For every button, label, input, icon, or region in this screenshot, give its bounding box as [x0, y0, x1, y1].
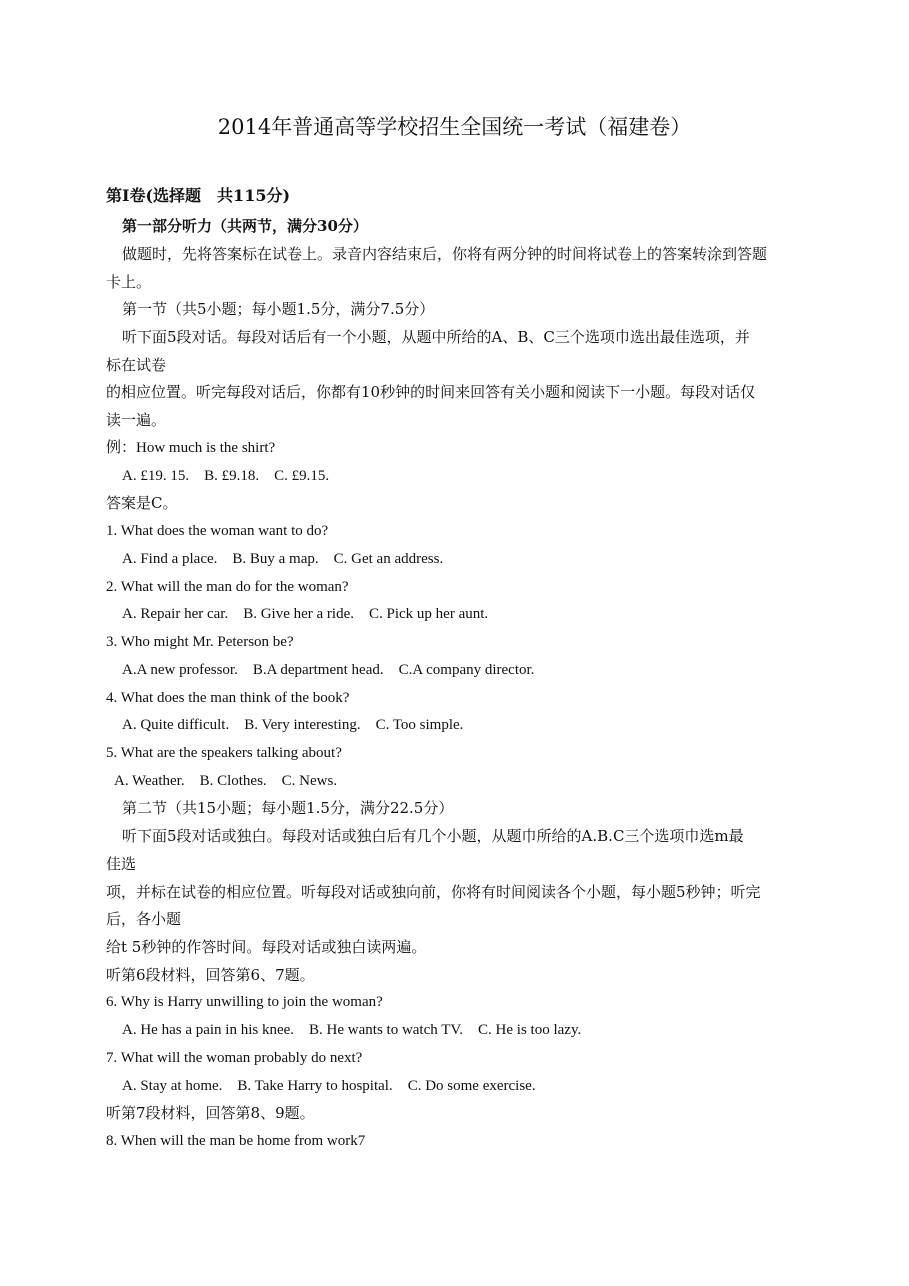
- question-text: 2. What will the man do for the woman?: [106, 579, 349, 595]
- exam-title: 2014年普通高等学校招生全国统一考试（福建卷）: [217, 115, 692, 139]
- question-options: A. Find a place. B. Buy a map. C. Get an address.: [122, 551, 444, 567]
- question-options: A. Weather. B. Clothes. C. News.: [114, 773, 338, 789]
- question-text: 6. Why is Harry unwilling to join the woman?: [106, 994, 383, 1010]
- directions-line: 项，并标在试卷的相应位置。听每段对话或独向前，你将有时间阅读各个小题，每小题5秒钟；听完: [106, 883, 761, 901]
- instruction-line: 卡上。: [106, 273, 152, 291]
- question-text: 8. When will the man be home from work7: [106, 1133, 366, 1149]
- directions-line: 听下面5段对话或独白。每段对话或独白后有几个小题，从题巾所给的A.B.C三个选项巾选m最: [122, 827, 744, 845]
- volume-heading: 第Ⅰ卷(选择题 共115分): [106, 186, 291, 205]
- material-heading: 听第6段材料，回答第6、7题。: [106, 966, 315, 984]
- example-answer: 答案是C。: [106, 494, 178, 512]
- directions-line: 后，各小题: [106, 910, 182, 928]
- part-heading: 第一部分听力（共两节，满分30分）: [122, 217, 368, 235]
- example-question: 例：How much is the shirt?: [106, 440, 276, 456]
- question-text: 3. Who might Mr. Peterson be?: [106, 634, 294, 650]
- directions-line: 读一遍。: [106, 411, 167, 429]
- example-options: A. £19. 15. B. £9.18. C. £9.15.: [122, 468, 330, 484]
- question-options: A. He has a pain in his knee. B. He wants to watch TV. C. He is too lazy.: [122, 1022, 582, 1038]
- section2-heading: 第二节（共15小题；每小题1.5分，满分22.5分）: [122, 799, 454, 817]
- question-options: A. Stay at home. B. Take Harry to hospital. C. Do some exercise.: [122, 1078, 536, 1094]
- question-text: 7. What will the woman probably do next?: [106, 1050, 363, 1066]
- directions-line: 听下面5段对话。每段对话后有一个小题，从题中所给的A、B、C三个选项巾选出最佳选项，并: [122, 328, 750, 346]
- question-options: A. Repair her car. B. Give her a ride. C. Pick up her aunt.: [122, 606, 489, 622]
- section1-heading: 第一节（共5小题；每小题1.5分，满分7.5分）: [122, 300, 435, 318]
- directions-line: 的相应位置。听完每段对话后，你都有10秒钟的时间来回答有关小题和阅读下一小题。每段对话仅: [106, 383, 756, 401]
- question-text: 5. What are the speakers talking about?: [106, 745, 342, 761]
- question-options: A.A new professor. B.A department head. C.A company director.: [122, 662, 535, 678]
- directions-line: 佳选: [106, 855, 137, 873]
- question-text: 1. What does the woman want to do?: [106, 523, 329, 539]
- question-options: A. Quite difficult. B. Very interesting. C. Too simple.: [122, 717, 464, 733]
- instruction-line: 做题时，先将答案标在试卷上。录音内容结束后，你将有两分钟的时间将试卷上的答案转涂到答题: [122, 245, 768, 263]
- question-text: 4. What does the man think of the book?: [106, 690, 350, 706]
- material-heading: 听第7段材料，回答第8、9题。: [106, 1104, 315, 1122]
- directions-line: 标在试卷: [106, 356, 167, 374]
- directions-line: 给t 5秒钟的作答时间。每段对话或独白读两遍。: [106, 938, 427, 956]
